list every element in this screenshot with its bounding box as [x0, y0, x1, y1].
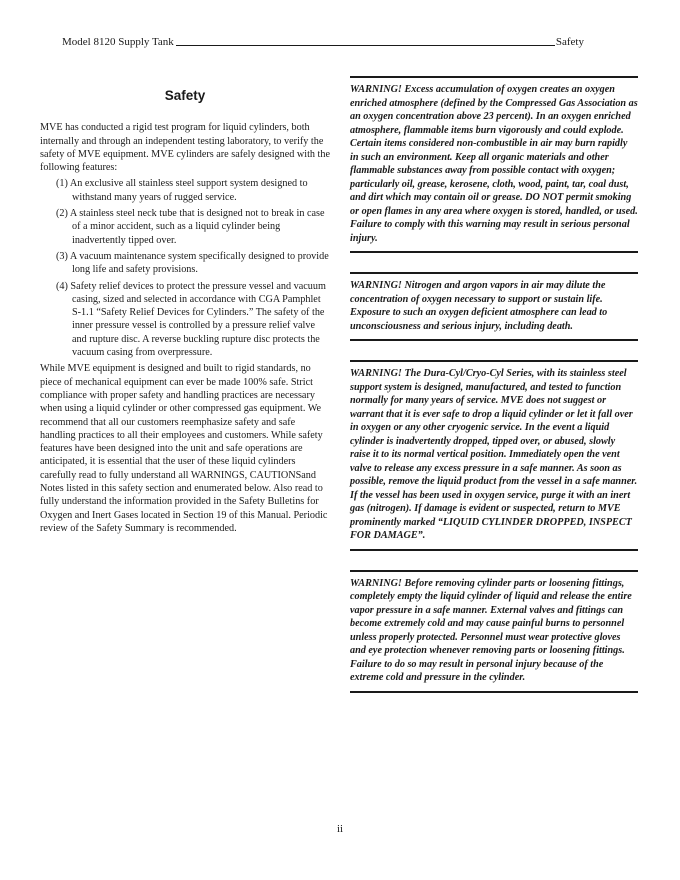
intro-paragraph: MVE has conducted a rigid test program for liquid cylinders, both internally and through an independent testing laboratory, to verify the safety of MVE equipment. MVE cylinders are safely designed with the following features: — [40, 122, 330, 174]
feature-list — [56, 177, 330, 359]
list-item: (1) An exclusive all stainless steel support system designed to withstand many years of rugged service. — [56, 178, 308, 203]
warning-box-nitrogen — [350, 272, 638, 341]
header-section: Safety — [555, 36, 584, 48]
warning-text: WARNING! Before removing cylinder parts or loosening fittings, completely empty the liquid cylinder of liquid and release the entire vapor pressure in a safe manner. External valves and fittings can become extremely cold and may cause painful burns to personnel unless properly protected. Personnel must wear protective gloves and eye protection whenever removing parts or loosening fittings. Failure to do so may result in personal injury because of the extreme cold and pressure in the cylinder. — [350, 577, 632, 683]
warning-text: WARNING! Nitrogen and argon vapors in air may dilute the concentration of oxygen necessary to support or sustain life. Exposure to such an oxygen deficient atmosphere can lead to unconsciousness and serious injury, including death. — [350, 280, 608, 332]
page-header — [62, 36, 584, 48]
list-item: (4) Safety relief devices to protect the pressure vessel and vacuum casing, sized and selected in accordance with CGA Pamphlet S-1.1 “Safety Relief Devices for Cylinders.” The safety of the inner pressure vessel is controlled by a pressure relief valve and rupture disc. A reverse buckling rupture disc protects the vacuum casing from overpressure. — [56, 280, 326, 359]
warning-text: WARNING! Excess accumulation of oxygen creates an oxygen enriched atmosphere (defined by the Compressed Gas Association as an oxygen concentration above 23 percent). In an oxygen enriched atmosphere, flammable items burn vigorously and could explode. Certain items considered non-combustible in air may burn rapidly in such an environment. Keep all organic materials and other flammable substances away from possible contact with oxygen; particularly oil, grease, kerosene, cloth, wood, paint, tar, coal dust, and dirt which may contain oil or grease. DO NOT permit smoking or open flames in any area where oxygen is stored, handled, or used. Failure to comply with this warning may result in serious personal injury. — [350, 84, 638, 244]
list-item: (2) A stainless steel neck tube that is designed not to break in case of a minor accident, such as a liquid cylinder being inadvertently tipped over. — [56, 208, 325, 246]
warning-text: WARNING! The Dura-Cyl/Cryo-Cyl Series, with its stainless steel support system is designed, manufactured, and tested to function normally for many years of service. MVE does not suggest or warrant that it is ever safe to drop a liquid cylinder or let it fall over in oxygen or any other cryogenic service. In the event a liquid cylinder is inadvertently dropped, tipped over, or abused, slowly raise it to its normal vertical position. Immediately open the vent valve to release any excess pressure in a safe manner. As soon as possible, remove the liquid product from the vessel in a safe manner. If the vessel has been used in oxygen service, purge it with an inert gas (nitrogen). If damage is evident or suspected, return to MVE prominently marked “LIQUID CYLINDER DROPPED, INSPECT FOR DAMAGE”. — [350, 368, 638, 541]
closing-paragraph: While MVE equipment is designed and built to rigid standards, no piece of mechanical equipment can ever be made 100% safe. Strict compliance with proper safety and handling practices are necessary when using a liquid cylinder or other compressed gas equipment. We recommend that all our customers reemphasize safety and safe handling practices to all their employees and customers. While safety features have been designed into the unit and safe operations are anticipated, it is essential that the user of these liquid cylinders carefully read to fully understand all WARNINGS, CAUTIONSand Notes listed in this safety section and enumerated below. Also read to fully understand the information provided in the Safety Bulletins for Oxygen and Inert Gases located in Section 19 of this Manual. Periodic review of the Safety Summary is recommended. — [40, 363, 328, 534]
page-number: ii — [336, 823, 344, 835]
warnings-column — [350, 76, 638, 693]
safety-intro-column — [40, 86, 330, 535]
page-title: Safety — [164, 88, 206, 103]
list-item: (3) A vacuum maintenance system specifically designed to provide long life and safety provisions. — [56, 250, 329, 276]
warning-box-dropped-cylinder — [350, 360, 638, 551]
header-rule — [176, 45, 555, 46]
warning-box-removing-parts — [350, 570, 638, 693]
header-model: Model 8120 Supply Tank — [62, 36, 174, 48]
warning-box-oxygen — [350, 76, 638, 253]
